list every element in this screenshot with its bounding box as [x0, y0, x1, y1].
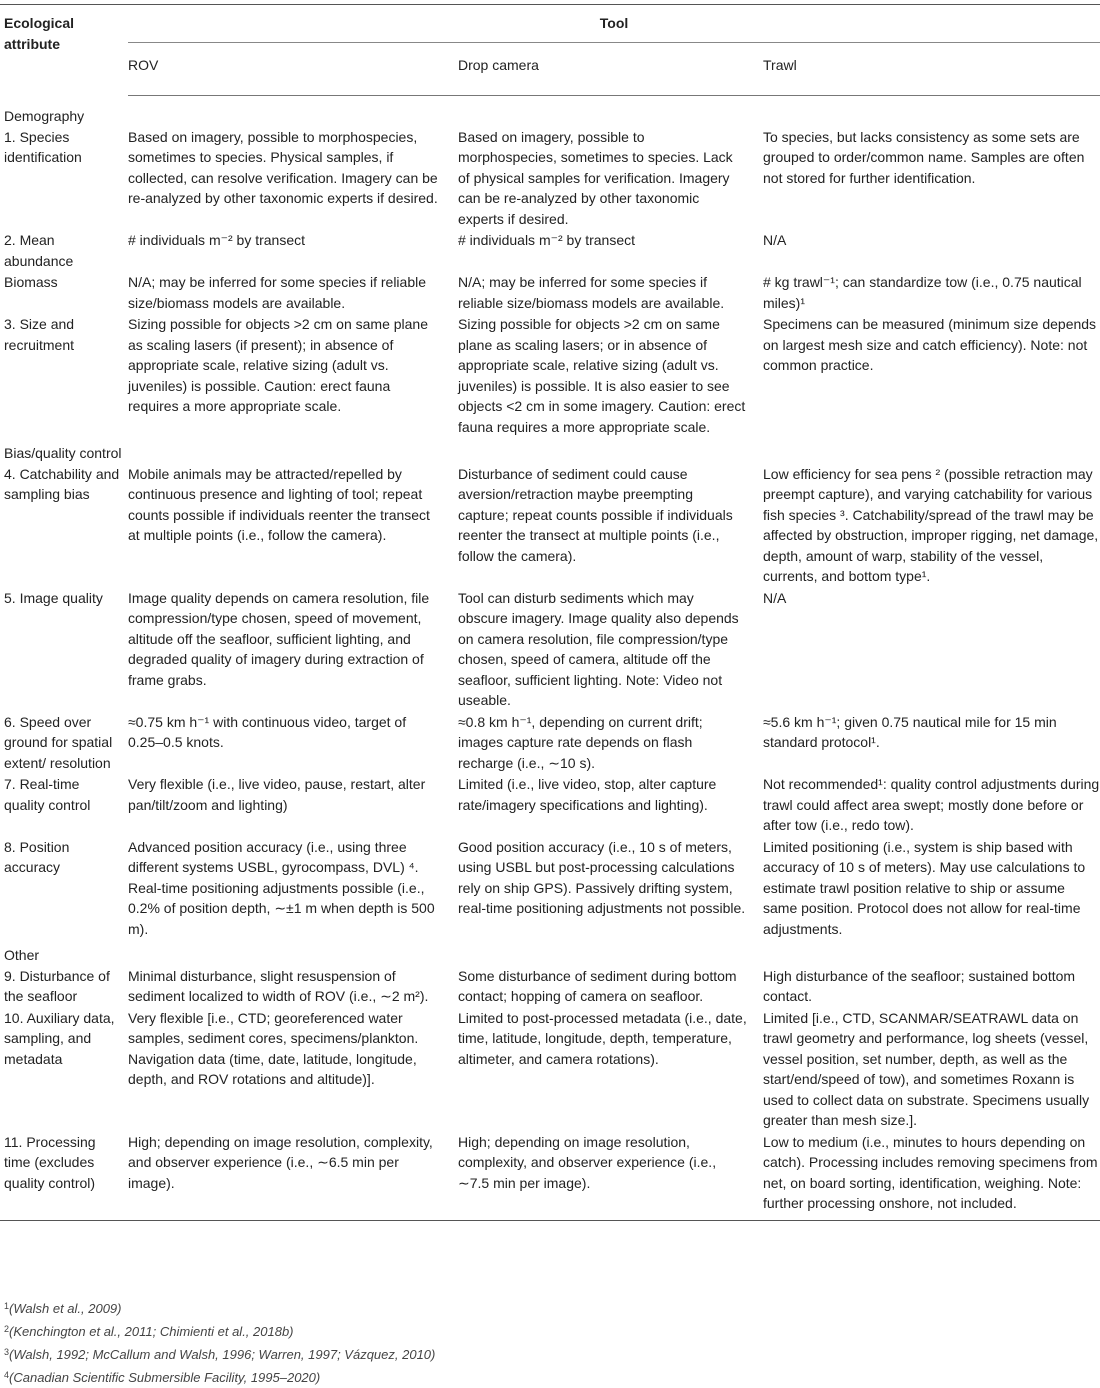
rov-cell: # individuals m⁻² by transect — [128, 232, 306, 248]
trawl-cell: Limited positioning (i.e., system is ship based with accuracy of 10 s of meters). May use calculations to estimate trawl position relative to ship or assume same position. Protocol does not allow for real-time adjustments. — [763, 838, 1086, 937]
table-row — [0, 712, 1100, 775]
rov-cell: N/A; may be inferred for some species if reliable size/biomass models are available. — [128, 274, 427, 311]
trawl-cell: Low to medium (i.e., minutes to hours depending on catch). Processing includes removing specimens from net, on board sorting, identification, weighing. Note: further processing onshore, not included. — [763, 1132, 1100, 1221]
footnote — [4, 1319, 435, 1342]
trawl-cell: N/A — [763, 589, 787, 606]
table-row — [0, 230, 1100, 272]
section-title: Demography — [4, 108, 85, 124]
attribute-cell: 8. Position accuracy — [4, 838, 70, 875]
drop-camera-cell: Good position accuracy (i.e., 10 s of meters, using USBL but post-processing calculations rely on ship GPS). Passively drifting system, real-time positioning adjustments not possible. — [458, 838, 746, 916]
drop-camera-cell: Limited (i.e., live video, stop, alter capture rate/imagery specifications and lighting). — [458, 776, 717, 813]
table-row — [0, 272, 1100, 314]
attribute-cell: 7. Real-time quality control — [4, 776, 91, 813]
footnote-text: (Walsh et al., 2009) — [9, 1301, 122, 1316]
rov-cell: Very flexible (i.e., live video, pause, restart, alter pan/tilt/zoom and lighting) — [128, 776, 426, 813]
footnote-number: 1 — [4, 1301, 10, 1311]
table-row — [0, 837, 1100, 941]
rov-cell: Sizing possible for objects >2 cm on same plane as scaling lasers (if present); in absence of appropriate scale, relative sizing (adult vs. juveniles) is possible. Caution: erect fauna requires a more appropriate scale. — [128, 316, 428, 414]
attribute-cell: 3. Size and recruitment — [4, 316, 75, 353]
footnote-number: 2 — [4, 1324, 10, 1334]
drop-camera-cell: Sizing possible for objects >2 cm on same plane as scaling lasers; or in absence of appropriate scale, relative sizing (adult vs. juveniles) is possible. It is also easier to see objects <2 cm in some imagery. Caution: erect fauna requires a more appropriate scale. — [458, 316, 746, 435]
section-row — [0, 940, 1100, 966]
attribute-header: Ecological attribute — [0, 5, 128, 96]
attribute-cell: 4. Catchability and sampling bias — [4, 465, 120, 502]
trawl-cell: # kg trawl⁻¹; can standardize tow (i.e., 0.75 nautical miles)¹ — [763, 274, 1082, 311]
footnotes — [4, 1296, 435, 1388]
trawl-cell: Low efficiency for sea pens ² (possible retraction may preempt capture), and varying catchability for various fish species ³. Catchability/spread of the trawl may be affected by obstruction, improper rigging, net damage, depth, amount of warp, stability of the vessel, currents, and bottom type¹. — [763, 465, 1099, 584]
attribute-cell: 11. Processing time (excludes quality control) — [0, 1132, 128, 1221]
rov-cell: High; depending on image resolution, complexity, and observer experience (i.e., ∼6.5 min per image). — [128, 1132, 458, 1221]
attribute-cell: Biomass — [4, 274, 58, 290]
footnote-text: (Canadian Scientific Submersible Facility, 1995–2020) — [9, 1370, 321, 1385]
section-title: Bias/quality control — [4, 445, 122, 461]
trawl-cell: ≈5.6 km h⁻¹; given 0.75 nautical mile for 15 min standard protocol¹. — [763, 713, 1057, 750]
drop-camera-cell: ≈0.8 km h⁻¹, depending on current drift; images capture rate depends on flash recharge (i.e., ∼10 s). — [458, 713, 703, 771]
drop-camera-cell: Tool can disturb sediments which may obscure imagery. Image quality also depends on camera resolution, file compression/type chosen, speed of camera, altitude off the seafloor, sufficient lighting. Note: Video not useable. — [458, 589, 739, 708]
attribute-cell: 9. Disturbance of the seafloor — [4, 967, 110, 1004]
tool-header-label: Tool — [599, 15, 629, 31]
rov-cell: Based on imagery, possible to morphospecies, sometimes to species. Physical samples, if collected, can resolve verification. Imagery can be re-analyzed by other taxonomic experts if desired. — [128, 128, 438, 206]
footnote-text: (Walsh, 1992; McCallum and Walsh, 1996; Warren, 1997; Vázquez, 2010) — [9, 1347, 436, 1362]
trawl-cell: N/A — [763, 232, 787, 248]
table-row — [0, 464, 1100, 588]
section-row — [0, 438, 1100, 464]
comparison-table — [0, 4, 1100, 1221]
table-row — [0, 1008, 1100, 1132]
table-row — [0, 1132, 1100, 1221]
footnote — [4, 1342, 435, 1365]
footnote-text: (Kenchington et al., 2011; Chimienti et al., 2018b) — [9, 1324, 294, 1339]
attribute-cell: 6. Speed over ground for spatial extent/ resolution — [4, 713, 113, 771]
table-row — [0, 314, 1100, 438]
column-header-rov: ROV — [128, 42, 458, 96]
rov-cell: ≈0.75 km h⁻¹ with continuous video, target of 0.25–0.5 knots. — [128, 713, 407, 750]
tool-header — [128, 5, 1100, 43]
rov-cell: Advanced position accuracy (i.e., using three different systems USBL, gyrocompass, DVL) ⁴. Real-time positioning adjustments possible (i.e., 0.2% of position depth, ∼±1 m when depth is 500 m). — [128, 838, 435, 937]
trawl-cell: Limited [i.e., CTD, SCANMAR/SEATRAWL data on trawl geometry and performance, log sheets (vessel, vessel position, set number, depth, as well as the start/end/speed of tow), and sometimes Roxann is used to collect data on substrate. Specimens usually greater than mesh size.]. — [763, 1009, 1090, 1128]
attribute-cell: 5. Image quality — [4, 589, 103, 606]
table-row — [0, 966, 1100, 1008]
table-body — [0, 96, 1100, 1221]
rov-cell: Image quality depends on camera resolution, file compression/type chosen, speed of movement, altitude off the seafloor, sufficient lighting, and degraded quality of imagery during extraction of frame grabs. — [128, 589, 430, 688]
table-row — [0, 774, 1100, 837]
section-row — [0, 96, 1100, 127]
footnote-number: 3 — [4, 1347, 10, 1357]
drop-camera-cell: Some disturbance of sediment during bottom contact; hopping of camera on seafloor. — [458, 967, 737, 1004]
section-title: Other — [4, 947, 40, 963]
trawl-cell: High disturbance of the seafloor; sustained bottom contact. — [763, 967, 1076, 1004]
trawl-cell: Not recommended¹: quality control adjustments during trawl could affect area swept; mostly done before or after tow (i.e., redo tow). — [763, 776, 1100, 833]
footnote — [4, 1296, 435, 1319]
attribute-cell: 10. Auxiliary data, sampling, and metadata — [4, 1009, 115, 1067]
rov-cell: Minimal disturbance, slight resuspension of sediment localized to width of ROV (i.e., ∼2 m²). — [128, 967, 429, 1004]
rov-cell: Mobile animals may be attracted/repelled by continuous presence and lighting of tool; repeat counts possible if individuals reenter the transect at multiple points (i.e., follow the camera). — [128, 465, 430, 543]
column-header-trawl: Trawl — [763, 42, 1100, 96]
trawl-cell: To species, but lacks consistency as some sets are grouped to order/common name. Samples are often not stored for further identification. — [763, 128, 1085, 186]
drop-camera-cell: Disturbance of sediment could cause aversion/retraction maybe preempting capture; repeat counts possible if individuals reenter the transect at multiple points (i.e., follow the camera). — [458, 465, 733, 564]
drop-camera-cell: Based on imagery, possible to morphospecies, sometimes to species. Lack of physical samples for verification. Imagery can be re-analyzed by other taxonomic experts if desired. — [458, 128, 733, 227]
drop-camera-cell: # individuals m⁻² by transect — [458, 232, 636, 248]
attribute-cell: 2. Mean abundance — [4, 232, 74, 269]
column-header-drop-camera: Drop camera — [458, 42, 763, 96]
trawl-cell: Specimens can be measured (minimum size depends on largest mesh size and catch efficiency). Note: not common practice. — [763, 316, 1097, 373]
drop-camera-cell: High; depending on image resolution, complexity, and observer experience (i.e., ∼7.5 min per image). — [458, 1132, 763, 1221]
attribute-cell: 1. Species identification — [4, 128, 82, 165]
drop-camera-cell: Limited to post-processed metadata (i.e., date, time, latitude, longitude, depth, temperature, altimeter, and camera rotations). — [458, 1009, 747, 1067]
table-row — [0, 588, 1100, 712]
footnote-number: 4 — [4, 1370, 10, 1380]
drop-camera-cell: N/A; may be inferred for some species if reliable size/biomass models are available. — [458, 274, 725, 311]
rov-cell: Very flexible [i.e., CTD; georeferenced water samples, sediment cores, specimens/plankton. Navigation data (time, date, latitude, longitude, depth, and ROV rotations and altitude)]. — [128, 1009, 419, 1087]
table-row — [0, 127, 1100, 231]
